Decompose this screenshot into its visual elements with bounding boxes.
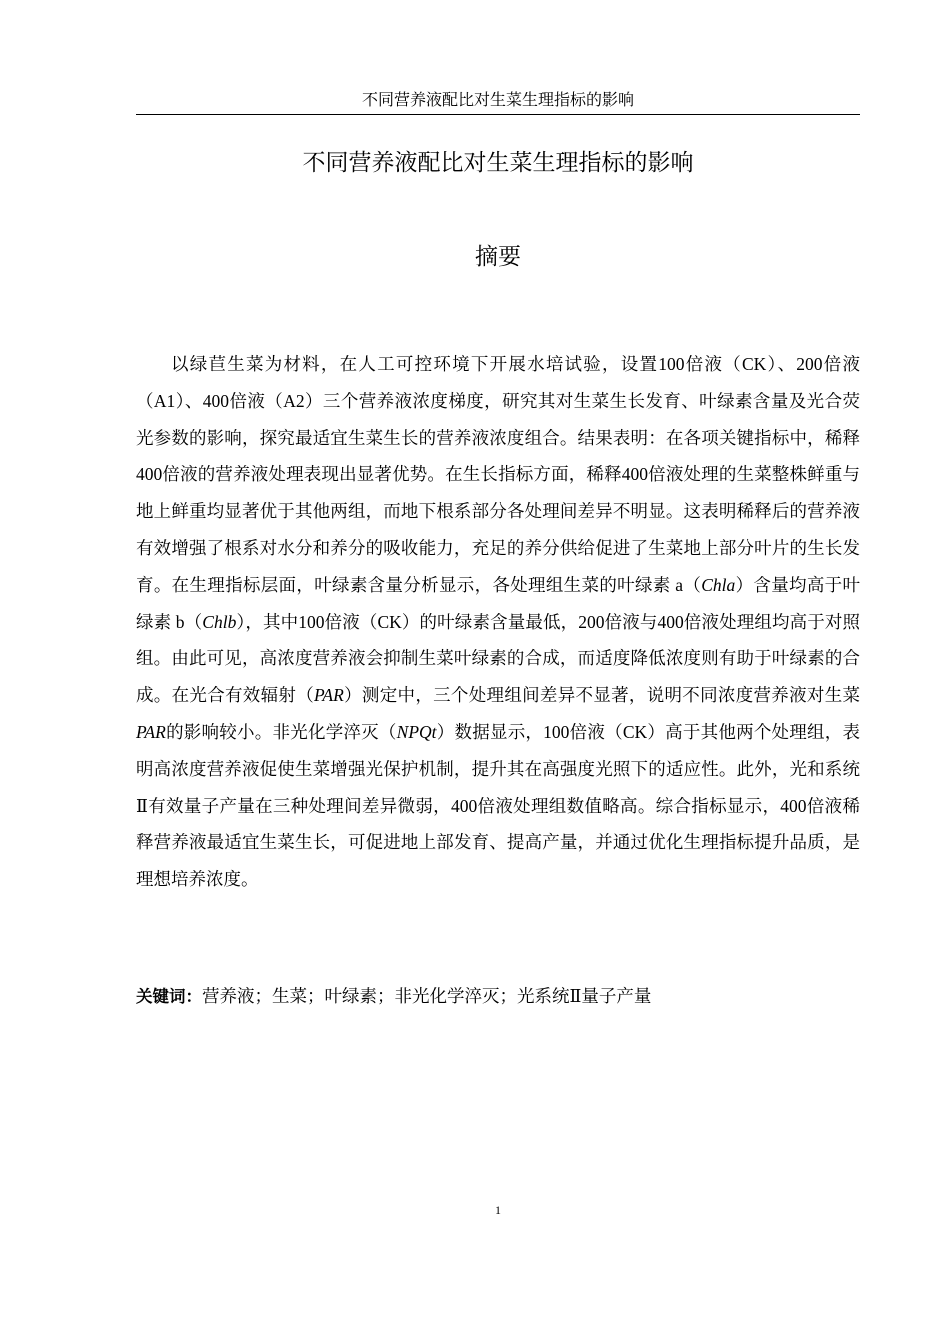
keywords (136, 980, 860, 1013)
document-title: 不同营养液配比对生菜生理指标的影响 (302, 150, 694, 176)
abstract-heading: 摘要 (475, 244, 521, 270)
abstract-text: 的影响较小。非光化学淬灭（ (165, 721, 397, 742)
abstract-paragraph (136, 346, 860, 898)
abstract-text: ），其中100倍液（CK）的叶绿素含量最低，200倍液与400倍液处理组均高于对照组。由此可见，高浓度营养液会抑制生菜叶绿素的合成，而适度降低浓度则有助于叶绿素的合成。在光合有效辐射（ (136, 611, 861, 706)
abstract-text: ）测定中，三个处理组间差异不显著，说明不同浓度营养液对生菜 (343, 685, 861, 706)
running-header: 不同营养液配比对生菜生理指标的影响 (361, 92, 634, 109)
header-rule (136, 114, 860, 115)
page-number: 1 (495, 1203, 501, 1217)
keywords-label: 关键词： (136, 987, 202, 1006)
term-chlb: Chlb (202, 611, 237, 632)
term-chla: Chla (701, 574, 736, 595)
term-npqt: NPQt (396, 721, 437, 742)
abstract-text: ）含量均高于叶绿素 b（ (136, 574, 861, 632)
abstract-text: ）数据显示，100倍液（CK）高于其他两个处理组，表明高浓度营养液促使生菜增强光保护机制，提升其在高强度光照下的适应性。此外，光和系统Ⅱ有效量子产量在三种处理间差异微弱，400倍液处理组数值略高。综合指标显示，400倍液稀释营养液最适宜生菜生长，可促进地上部发育、提高产量，并通过优化生理指标提升品质，是理想培养浓度。 (136, 721, 861, 890)
abstract-text: 以绿苣生菜为材料，在人工可控环境下开展水培试验，设置100倍液（CK）、200倍液（A1）、400倍液（A2）三个营养液浓度梯度，研究其对生菜生长发育、叶绿素含量及光合荧光参数的影响，探究最适宜生菜生长的营养液浓度组合。结果表明：在各项关键指标中，稀释400倍液的营养液处理表现出显著优势。在生长指标方面，稀释400倍液处理的生菜整株鲜重与地上鲜重均显著优于其他两组，而地下根系部分各处理间差异不明显。这表明稀释后的营养液有效增强了根系对水分和养分的吸收能力，充足的养分供给促进了生菜地上部分叶片的生长发育。在生理指标层面，叶绿素含量分析显示，各处理组生菜的叶绿素 a（ (136, 354, 860, 595)
term-par: PAR (314, 685, 344, 706)
term-par: PAR (136, 721, 166, 742)
keywords-text: 营养液；生菜；叶绿素；非光化学淬灭；光系统Ⅱ量子产量 (202, 986, 652, 1006)
